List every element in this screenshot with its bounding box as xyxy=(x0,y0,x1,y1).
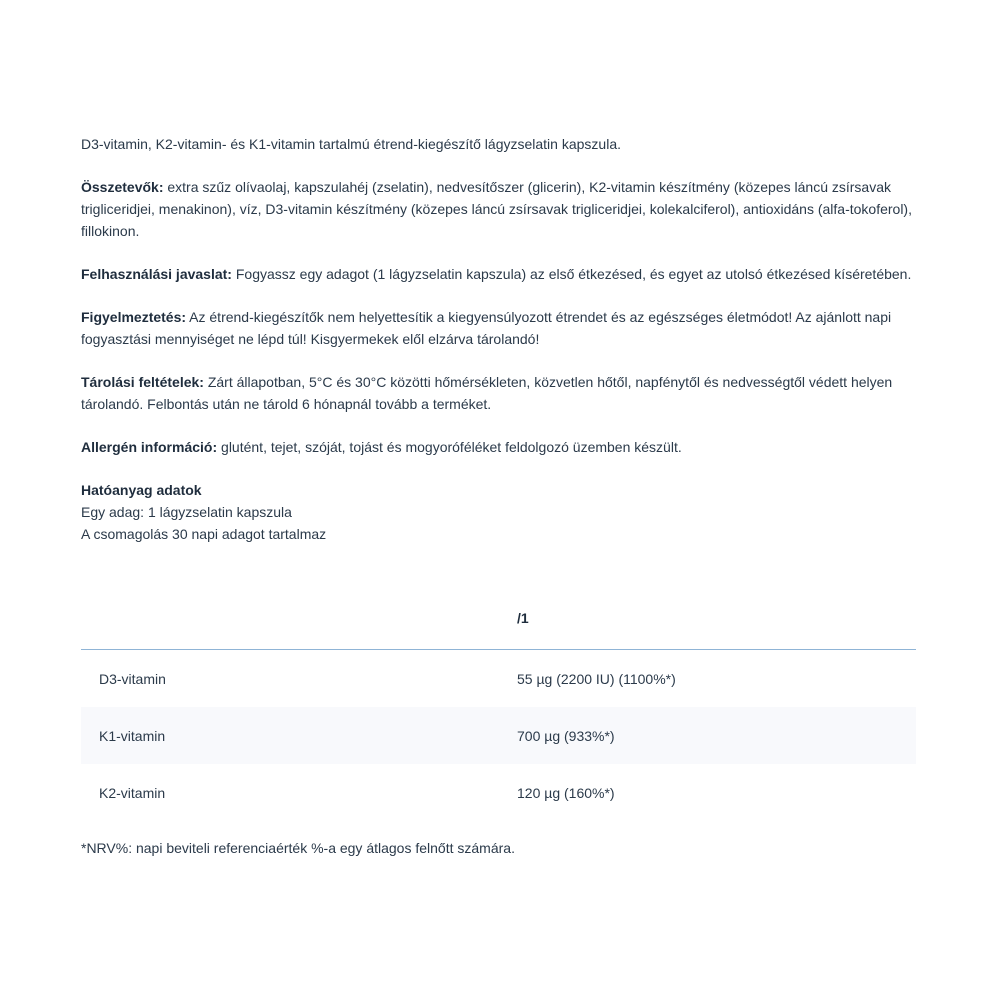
allergen-label: Allergén információ: xyxy=(81,439,218,455)
usage-section xyxy=(81,263,916,285)
table-row-name: D3-vitamin xyxy=(99,671,166,687)
table-header-per-serving: /1 xyxy=(517,610,529,626)
allergen-section xyxy=(81,436,916,458)
usage-label: Felhasználási javaslat: xyxy=(81,266,232,282)
active-ingredients-title: Hatóanyag adatok xyxy=(81,482,202,498)
table-row-name: K2-vitamin xyxy=(99,785,166,801)
intro-text: D3-vitamin, K2-vitamin- és K1-vitamin tartalmú étrend-kiegészítő lágyzselatin kapszula. xyxy=(81,136,621,152)
table-row-name: K1-vitamin xyxy=(99,728,166,744)
table-row xyxy=(81,764,916,821)
storage-section xyxy=(81,371,916,415)
product-description xyxy=(81,133,916,545)
serving-size-text: Egy adag: 1 lágyzselatin kapszula xyxy=(81,504,292,520)
ingredients-section xyxy=(81,176,916,242)
table-row-value: 700 µg (933%*) xyxy=(517,728,615,744)
table-header xyxy=(81,596,916,650)
ingredients-text: extra szűz olívaolaj, kapszulahéj (zselatin), nedvesítőszer (glicerin), K2-vitamin készítmény (közepes láncú zsírsavak trigliceridjei, menakinon), víz, D3-vitamin készítmény (közepes láncú zsírsavak trigliceridjei, kolekalciferol), antioxidáns (alfa-tokoferol), fillokinon. xyxy=(81,179,912,239)
storage-label: Tárolási feltételek: xyxy=(81,374,204,390)
ingredients-label: Összetevők: xyxy=(81,179,164,195)
allergen-text: glutént, tejet, szóját, tojást és mogyoróféléket feldolgozó üzemben készült. xyxy=(217,439,682,455)
warning-text: Az étrend-kiegészítők nem helyettesítik a kiegyensúlyozott étrendet és az egészséges életmódot! Az ajánlott napi fogyasztási mennyiséget ne lépd túl! Kisgyermekek elől elzárva tárolandó! xyxy=(81,309,892,347)
storage-text: Zárt állapotban, 5°C és 30°C közötti hőmérsékleten, közvetlen hőtől, napfénytől és nedvességtől védett helyen tárolandó. Felbontás után ne tárold 6 hónapnál tovább a terméket. xyxy=(81,374,893,412)
table-row xyxy=(81,650,916,707)
table-row-value: 120 µg (160%*) xyxy=(517,785,615,801)
table-row-value: 55 µg (2200 IU) (1100%*) xyxy=(517,671,676,687)
warning-section xyxy=(81,306,916,350)
warning-label: Figyelmeztetés: xyxy=(81,309,187,325)
nrv-footnote: *NRV%: napi beviteli referenciaérték %-a egy átlagos felnőtt számára. xyxy=(81,840,515,856)
table-row xyxy=(81,707,916,764)
usage-text: Fogyassz egy adagot (1 lágyzselatin kapszula) az első étkezésed, és egyet az utolsó étkezésed kíséretében. xyxy=(231,266,912,282)
package-size-text: A csomagolás 30 napi adagot tartalmaz xyxy=(81,526,327,542)
nutrition-table xyxy=(81,596,916,821)
